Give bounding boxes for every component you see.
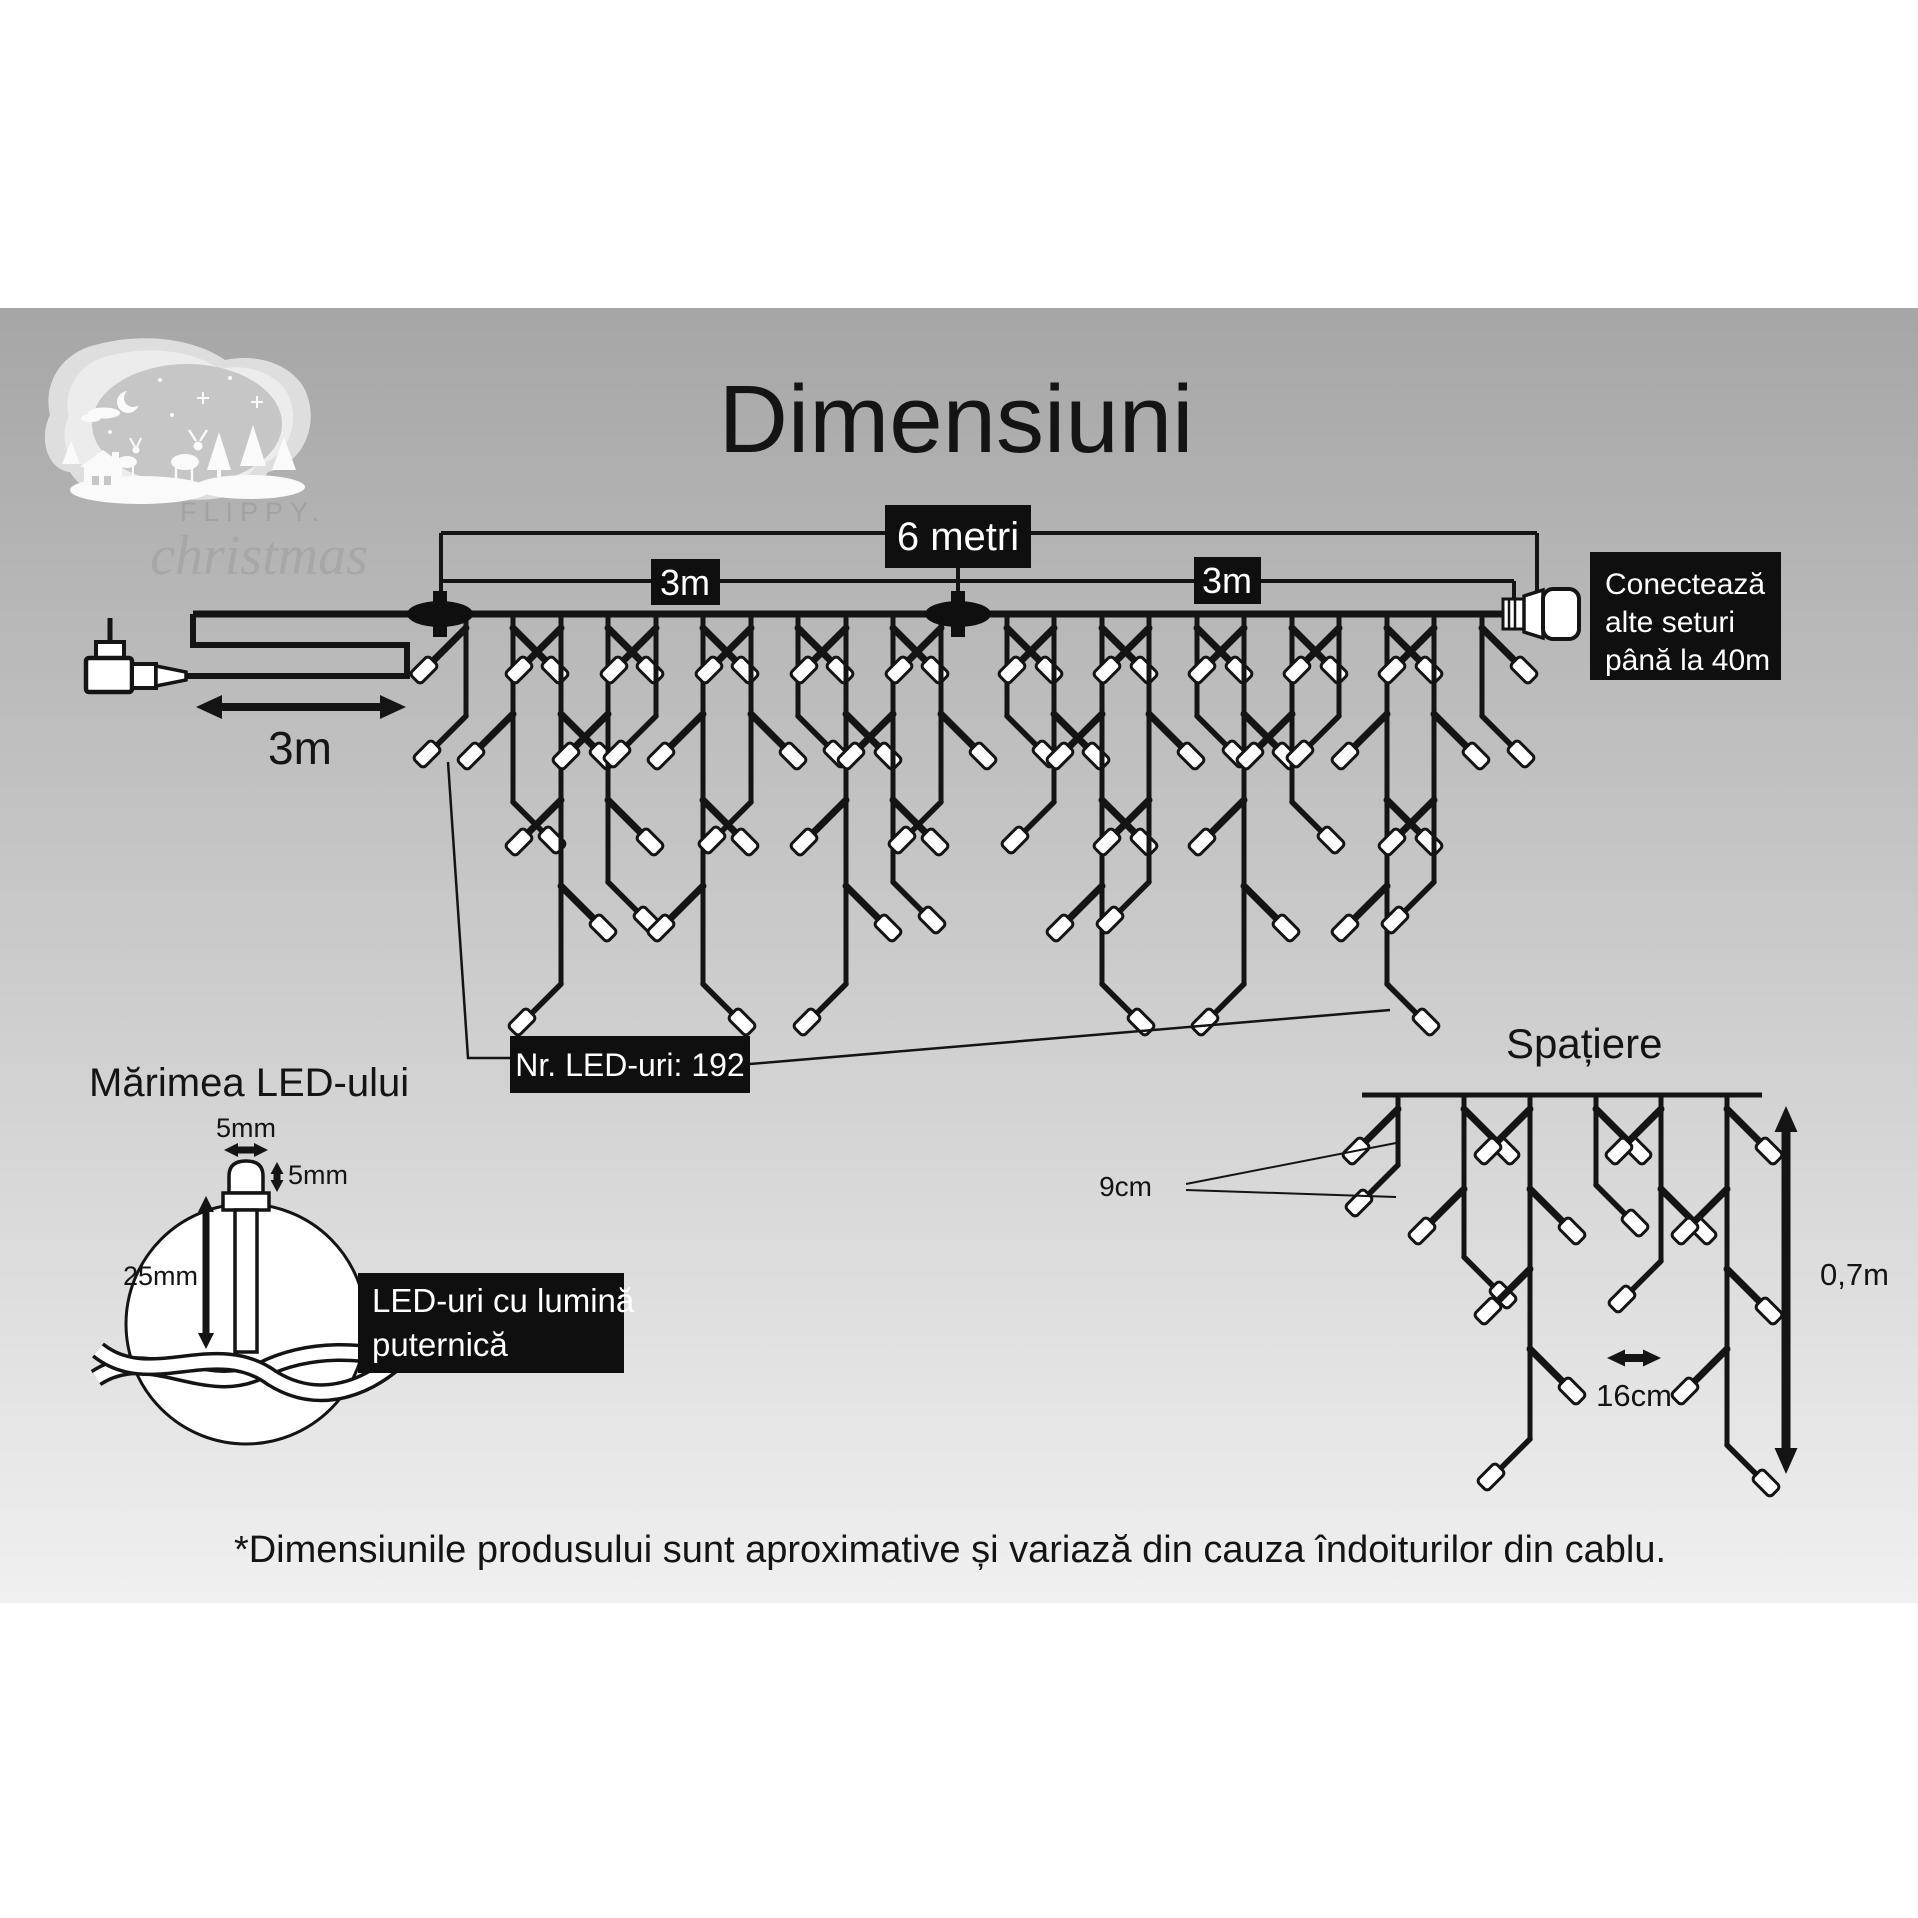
connect-line3: până la 40m xyxy=(1605,644,1771,677)
brand-script: christmas xyxy=(150,525,368,587)
led-size-heading: Mărimea LED-ului xyxy=(89,1061,410,1105)
brand-name: FLIPPY. xyxy=(179,497,327,527)
connect-line2: alte seturi xyxy=(1605,606,1736,639)
bright-led-line2: puternică xyxy=(372,1326,508,1363)
drop-height-label: 0,7m xyxy=(1820,1257,1889,1292)
spacing-heading: Spațiere xyxy=(1506,1020,1663,1067)
led-flange xyxy=(223,1193,269,1210)
drop-gap-label: 16cm xyxy=(1596,1378,1672,1413)
footer-note: *Dimensiunile produsului sunt aproximative și variază din cauza îndoiturilor din cablu. xyxy=(233,1529,1667,1571)
total-length-label: 6 metri xyxy=(896,515,1020,559)
lead-length-label: 3m xyxy=(268,722,332,774)
junction-left xyxy=(407,601,473,627)
junction-mid xyxy=(925,601,991,627)
led-count-label: Nr. LED-uri: 192 xyxy=(515,1047,745,1083)
led-dome xyxy=(229,1161,263,1193)
connect-line1: Conectează xyxy=(1605,568,1766,601)
led-body xyxy=(235,1210,257,1352)
led-body-label: 25mm xyxy=(122,1261,198,1291)
led-width-label: 5mm xyxy=(216,1113,276,1143)
segment-left-label: 3m xyxy=(659,562,711,603)
segment-right-label: 3m xyxy=(1201,560,1253,601)
bright-led-line1: LED-uri cu lumină xyxy=(372,1282,635,1319)
page-title: Dimensiuni xyxy=(718,366,1194,473)
led-gap-label: 9cm xyxy=(1099,1171,1152,1202)
led-height-label: 5mm xyxy=(288,1160,348,1190)
